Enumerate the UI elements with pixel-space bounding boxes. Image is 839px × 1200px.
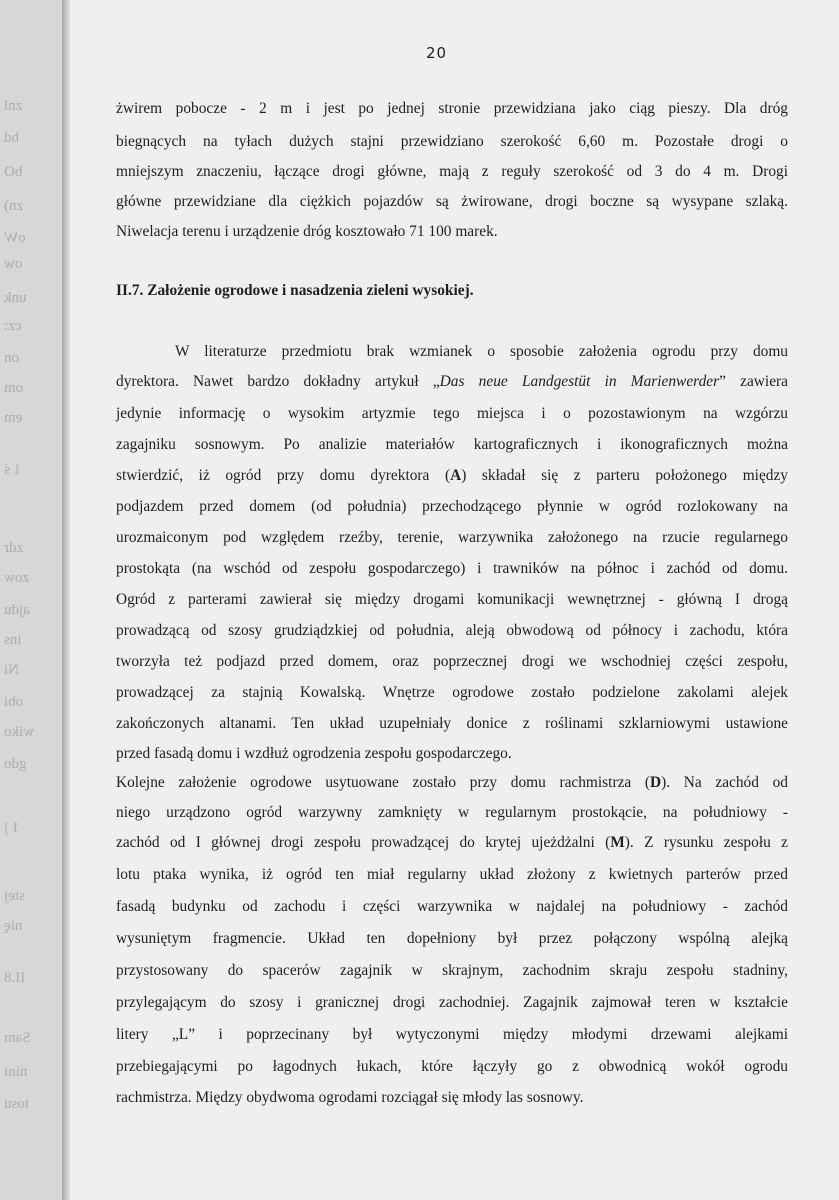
paragraph-line: fasadą budynku od zachodu i części warzywnika w najdalej na południowy - zachód [116, 898, 788, 915]
bleed-text: bO [4, 164, 23, 180]
document-page [70, 0, 839, 1200]
paragraph-line: wysuniętym fragmencie. Układ ten dopełniony był przez połączony wspólną alejką [116, 930, 788, 947]
paragraph-line: główne przewidziane dla ciężkich pojazdów są żwirowane, drogi boczne są wysypane szlaką. [116, 193, 788, 210]
bleed-text: om [4, 380, 24, 396]
paragraph-line: rachmistrza. Między obydwoma ogrodami rozciągał się młody las sosnowy. [116, 1089, 584, 1106]
bold-letter-ref: M [610, 834, 625, 851]
bleed-text: wiko [4, 724, 34, 740]
bleed-text: gdo [4, 756, 27, 772]
bleed-text: zow [4, 570, 29, 586]
bleed-text: ajdu [4, 602, 30, 618]
bold-letter-ref: A [450, 467, 462, 484]
paragraph-line: stwierdzić, iż ogród przy domu dyrektora (A) składał się z parteru położonego między [116, 467, 788, 484]
paragraph-line: lotu ptaka wynika, iż ogród ten miał regularny układ złożony z kwietnych parterów przed [116, 866, 788, 883]
bleed-text: II.8 [4, 970, 26, 986]
paragraph-line: litery „L” i poprzecinany był wytyczonymi między młodymi drzewami alejkami [116, 1026, 788, 1043]
paragraph-line: zakończonych altanami. Ten układ uzupełniały donice z roślinami szklarniowymi ustawione [116, 715, 788, 732]
bleed-text: em [4, 410, 23, 426]
bleed-text: stej [4, 888, 25, 904]
paragraph-line: Kolejne założenie ogrodowe usytuowane zostało przy domu rachmistrza (D). Na zachód od [116, 774, 788, 791]
bleed-text: unk [4, 290, 27, 306]
bleed-text: oW [4, 230, 26, 246]
bleed-text: znl [4, 98, 23, 114]
facing-page-bleed [0, 0, 62, 1200]
bleed-text: tosu [4, 1096, 30, 1112]
bleed-text: ins [4, 632, 22, 648]
bleed-text: cz: [4, 318, 22, 334]
paragraph-line: Niwelacja terenu i urządzenie dróg kosztowało 71 100 marek. [116, 223, 498, 240]
paragraph-line: przed fasadą domu i wzdłuż ogrodzenia zespołu gospodarczego. [116, 745, 512, 762]
paragraph-line: mniejszym znaczeniu, łączące drogi główne, mają z reguły szerokość od 3 do 4 m. Drogi [116, 163, 788, 180]
bleed-text: bd [4, 130, 19, 146]
bleed-text: zn) [4, 198, 24, 214]
page-number: 20 [426, 44, 448, 62]
bleed-text: 1 ś [4, 462, 22, 478]
paragraph-line: przylegającym do szosy i granicznej drogi zachodniej. Zagajnik zajmował teren w kształcie [116, 994, 788, 1011]
paragraph-line: przystosowany do spacerów zagajnik w skrajnym, zachodnim skraju zespołu stadniny, [116, 962, 788, 979]
bleed-text: Ni [4, 662, 19, 678]
paragraph-line: prostokąta (na wschód od zespołu gospodarczego) i trawników na północ i zachód od domu. [116, 560, 788, 577]
paragraph-line: biegnących na tyłach dużych stajni przewidziano szerokość 6,60 m. Pozostałe drogi o [116, 133, 788, 150]
bleed-text: on [4, 350, 19, 366]
paragraph-line: prowadzącej za stajnią Kowalską. Wnętrze ogrodowe zostało podzielone zakolami alejek [116, 684, 788, 701]
italic-article-title: Das neue Landgestüt in Marienwerder [439, 373, 720, 390]
paragraph-line: niego urządzono ogród warzywny zamknięty w regularnym prostokącie, na południowy - [116, 804, 788, 821]
paragraph-line: tworzyła też podjazd przed domem, oraz poprzecznej drogi we wschodniej części zespołu, [116, 653, 788, 670]
page-spine-shadow [62, 0, 70, 1200]
paragraph-line: dyrektora. Nawet bardzo dokładny artykuł „Das neue Landgestüt in Marienwerder” zawiera [116, 373, 788, 390]
bleed-text: nię [4, 918, 23, 934]
paragraph-line: żwirem pobocze - 2 m i jest po jednej stronie przewidziana jako ciąg pieszy. Dla dróg [116, 100, 788, 117]
paragraph-line: zachód od I głównej drogi zespołu prowadzącej do krytej ujeżdżalni (M). Z rysunku zespołu z [116, 834, 788, 851]
bleed-text: obi [4, 694, 24, 710]
paragraph-line: prowadzącą od szosy grudziądzkiej od południa, aleją obwodową od północy i zachodu, która [116, 622, 788, 639]
bleed-text: nini [4, 1064, 28, 1080]
paragraph-line: zagajniku sosnowym. Po analizie materiałów kartograficznych i ikonograficznych można [116, 436, 788, 453]
bleed-text: ow [4, 256, 23, 272]
bleed-text: 1 j [4, 820, 20, 836]
paragraph-line: podjazdem przed domem (od południa) przechodzącego płynnie w ogród rozlokowany na [116, 498, 788, 515]
paragraph-line: przebiegającymi po łagodnych łukach, które łączyły go z obwodnicą wokół ogrodu [116, 1058, 788, 1075]
bleed-text: zdr [4, 540, 24, 556]
section-heading: II.7. Założenie ogrodowe i nasadzenia zieleni wysokiej. [116, 282, 474, 299]
bleed-text: Sam [4, 1030, 31, 1046]
bold-letter-ref: D [650, 774, 662, 791]
paragraph-line: Ogród z parterami zawierał się między drogami komunikacji wewnętrznej - główną I drogą [116, 591, 788, 608]
paragraph-line: W literaturze przedmiotu brak wzmianek o sposobie założenia ogrodu przy domu [175, 343, 788, 360]
paragraph-line: jedynie informację o wysokim artyzmie tego miejsca i o pozostawionym na wzgórzu [116, 405, 788, 422]
paragraph-line: urozmaiconym pod względem rzeźby, terenie, warzywnika założonego na rzucie regularnego [116, 529, 788, 546]
